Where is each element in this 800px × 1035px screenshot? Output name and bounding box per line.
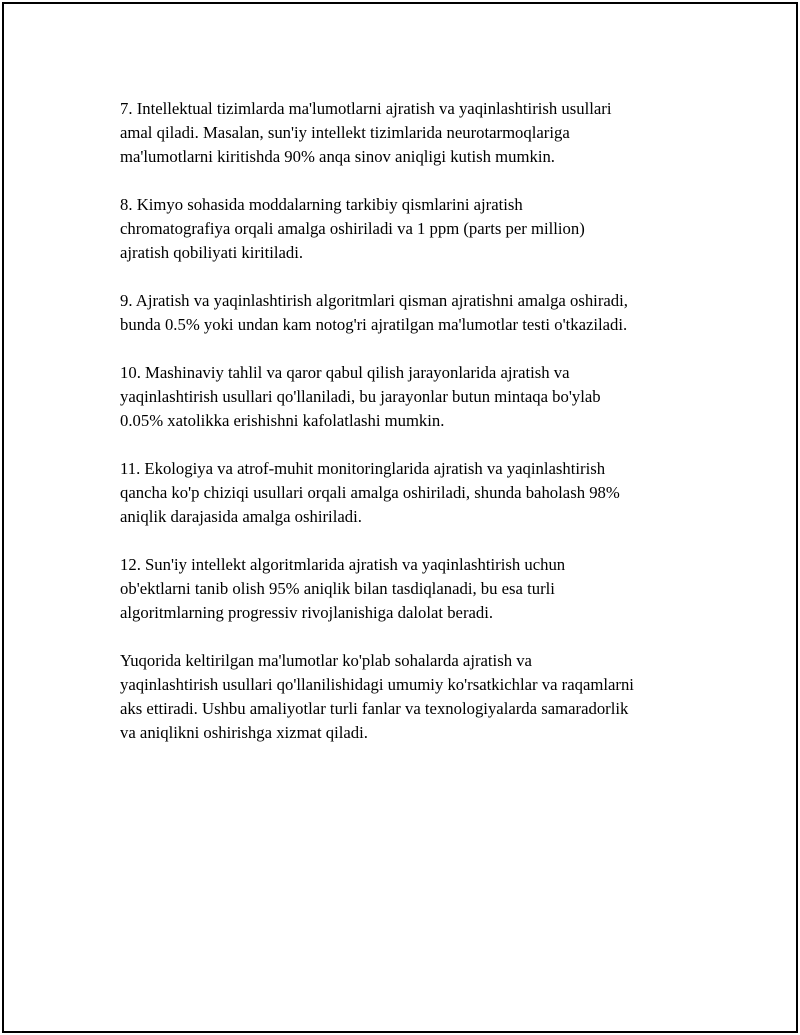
summary-paragraph: Yuqorida keltirilgan ma'lumotlar ko'plab sohalarda ajratish va yaqinlashtirish usullari qo'llanilishidagi umumiy ko'rsatkichlar va raqamlarni aks ettiradi. Ushbu amaliyotlar turli fanlar va texnologiyalarda samaradorlik va aniqlikni oshirishga xizmat qiladi. <box>120 651 634 742</box>
page-frame <box>2 2 798 1033</box>
paragraph-item-12: 12. Sun'iy intellekt algoritmlarida ajratish va yaqinlashtirish uchun ob'ektlarni tanib olish 95% aniqlik bilan tasdiqlanadi, bu esa turli algoritmlarning progressiv rivojlanishiga dalolat beradi. <box>120 555 566 622</box>
paragraph-item-11: 11. Ekologiya va atrof-muhit monitoringlarida ajratish va yaqinlashtirish qancha ko'p chiziqi usullari orqali amalga oshiriladi, shunda baholash 98% aniqlik darajasida amalga oshiriladi. <box>120 459 620 526</box>
paragraph-item-10: 10. Mashinaviy tahlil va qaror qabul qilish jarayonlarida ajratish va yaqinlashtirish usullari qo'llaniladi, bu jarayonlar butun mintaqa bo'ylab 0.05% xatolikka erishishni kafolatlashi mumkin. <box>120 363 601 430</box>
document-body <box>120 97 710 769</box>
paragraph-item-8: 8. Kimyo sohasida moddalarning tarkibiy qismlarini ajratish chromatografiya orqali amalga oshiriladi va 1 ppm (parts per million) ajratish qobiliyati kiritiladi. <box>120 195 585 262</box>
paragraph-item-9: 9. Ajratish va yaqinlashtirish algoritmlari qisman ajratishni amalga oshiradi, bunda 0.5% yoki undan kam notog'ri ajratilgan ma'lumotlar testi o'tkaziladi. <box>120 291 628 334</box>
paragraph-item-7: 7. Intellektual tizimlarda ma'lumotlarni ajratish va yaqinlashtirish usullari amal qiladi. Masalan, sun'iy intellekt tizimlarida neurotarmoqlariga ma'lumotlarni kiritishda 90% anqa sinov aniqligi kutish mumkin. <box>120 99 612 166</box>
